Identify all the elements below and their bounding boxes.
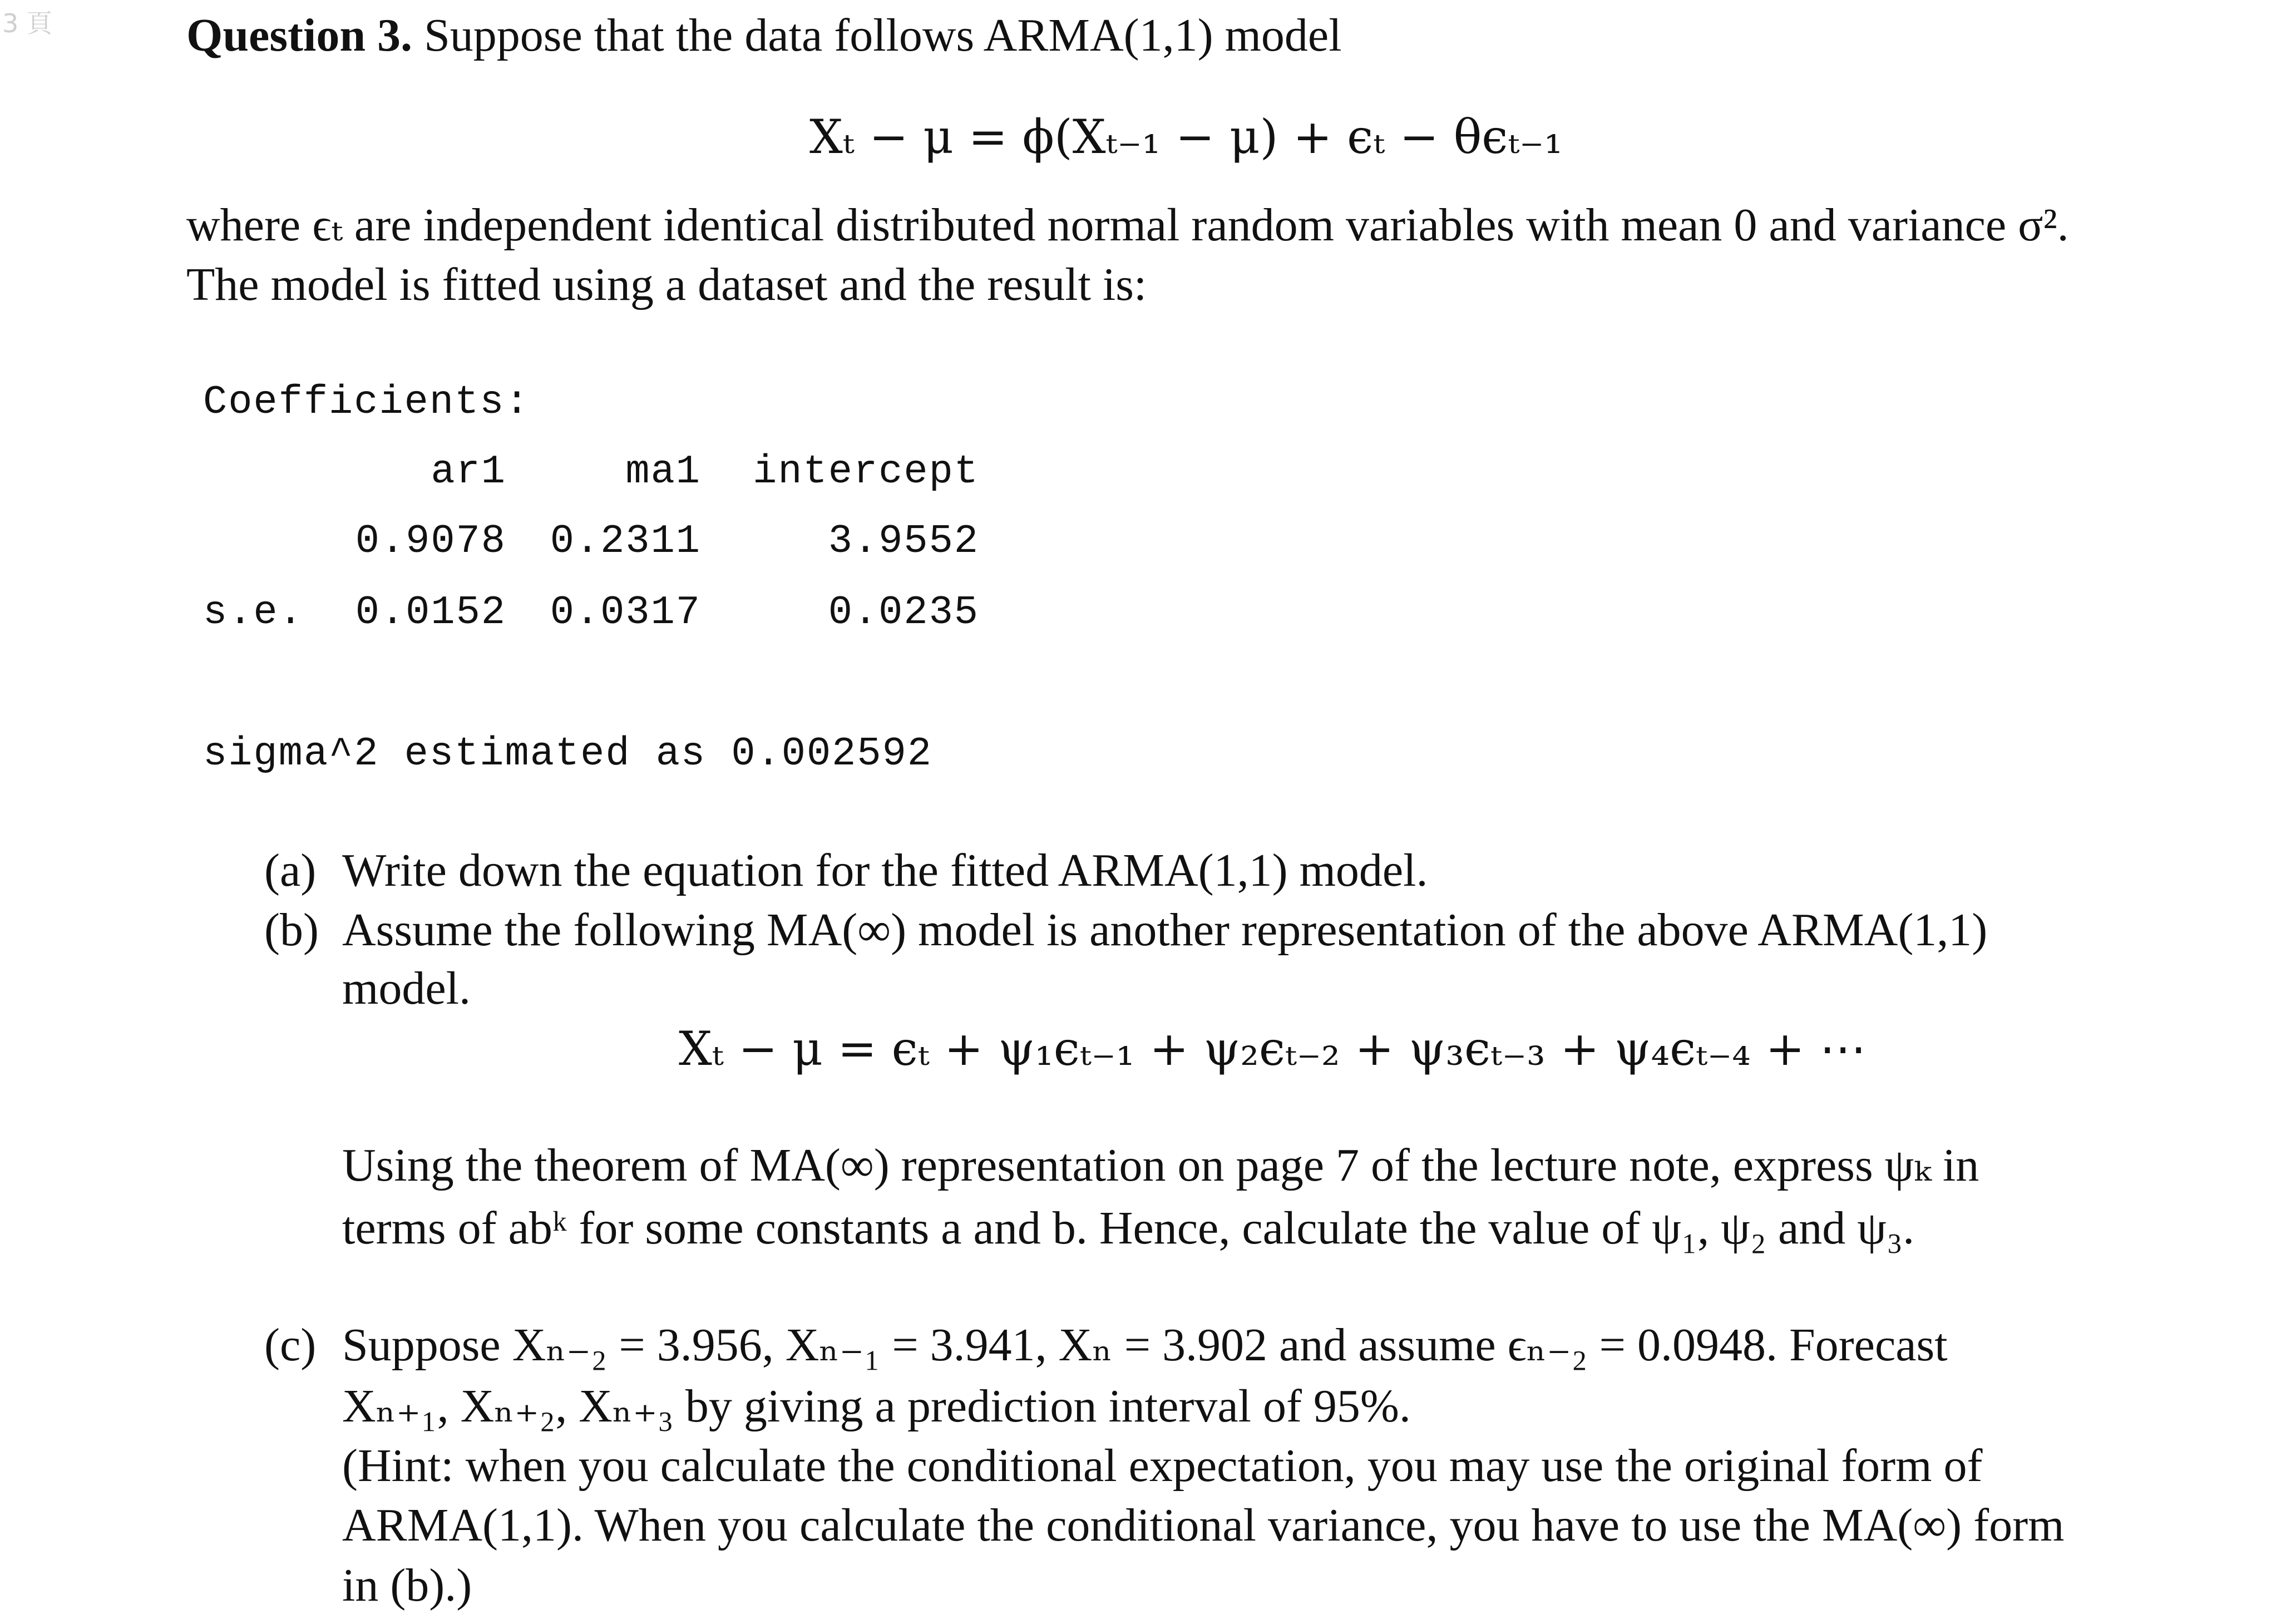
coefficients-header: Coefficients: <box>203 379 530 425</box>
part-c-line2: Xₙ₊₁, Xₙ₊₂, Xₙ₊₃ by giving a prediction interval of 95%. <box>342 1380 1411 1432</box>
se-ma1: 0.0317 <box>550 590 701 635</box>
column-header-ma1: ma1 <box>625 449 701 495</box>
where-line: where ϵₜ are independent identical distributed normal random variables with mean 0 and variance σ². <box>186 199 2069 251</box>
part-c-hint-line3: in (b).) <box>342 1559 472 1611</box>
question-intro: Suppose that the data follows ARMA(1,1) model <box>424 9 1342 61</box>
part-b-line4: terms of abᵏ for some constants a and b. Hence, calculate the value of ψ₁, ψ₂ and ψ₃. <box>342 1202 1915 1254</box>
ma-infinity-equation: Xₜ − μ = ϵₜ + ψ₁ϵₜ₋₁ + ψ₂ϵₜ₋₂ + ψ₃ϵₜ₋₃ + ψ₄ϵₜ₋₄ + ⋯ <box>679 1021 1867 1076</box>
question-title: Question 3. <box>186 9 413 61</box>
se-intercept: 0.0235 <box>828 590 979 635</box>
question-heading <box>186 8 1342 64</box>
se-label: s.e. <box>203 590 304 635</box>
arma-model-equation: Xₜ − μ = ϕ(Xₜ₋₁ − μ) + ϵₜ − θϵₜ₋₁ <box>809 110 1563 164</box>
part-a-text: Write down the equation for the fitted ARMA(1,1) model. <box>342 845 1428 896</box>
part-a-label: (a) <box>264 845 317 896</box>
part-b-line1: Assume the following MA(∞) model is another representation of the above ARMA(1,1) <box>342 904 1988 956</box>
column-header-intercept: intercept <box>753 449 979 495</box>
se-ar1: 0.0152 <box>355 590 506 635</box>
estimate-intercept: 3.9552 <box>828 519 979 564</box>
column-header-ar1: ar1 <box>431 449 506 495</box>
part-b-label: (b) <box>264 904 319 956</box>
fitted-line: The model is fitted using a dataset and the result is: <box>186 259 1147 310</box>
part-b-line2: model. <box>342 962 471 1014</box>
part-c-hint-line2: ARMA(1,1). When you calculate the conditional variance, you have to use the MA(∞) form <box>342 1499 2065 1551</box>
part-c-line1: Suppose Xₙ₋₂ = 3.956, Xₙ₋₁ = 3.941, Xₙ = 3.902 and assume ϵₙ₋₂ = 0.0948. Forecast <box>342 1319 1948 1371</box>
part-c-hint-line1: (Hint: when you calculate the conditional expectation, you may use the original form of <box>342 1440 1983 1492</box>
part-c-label: (c) <box>264 1319 317 1371</box>
estimate-ma1: 0.2311 <box>550 519 701 564</box>
sigma-line: sigma^2 estimated as 0.002592 <box>203 731 933 777</box>
page-number-marker: 3 頁 <box>2 8 52 38</box>
part-b-line3: Using the theorem of MA(∞) representation on page 7 of the lecture note, express ψₖ in <box>342 1139 1979 1191</box>
estimate-ar1: 0.9078 <box>355 519 506 564</box>
